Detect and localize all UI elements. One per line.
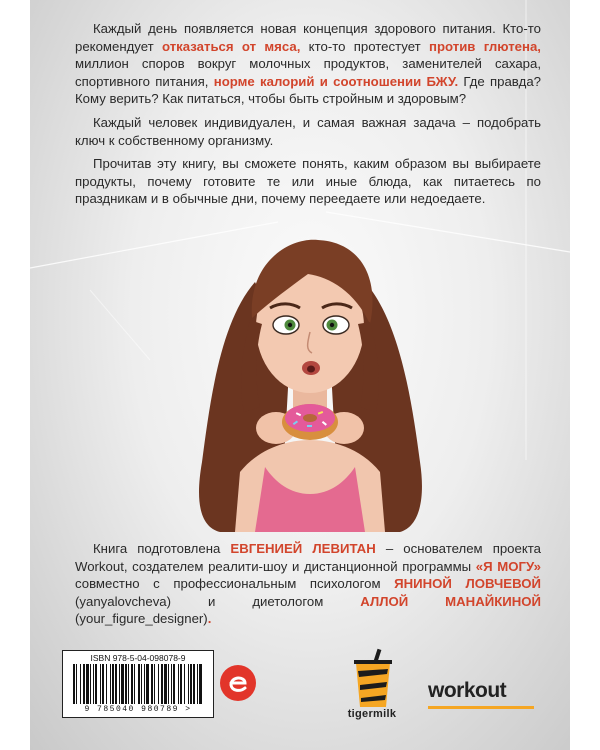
barcode-bar: [161, 664, 163, 704]
barcode-bar: [199, 664, 202, 704]
barcode-bar: [83, 664, 85, 704]
barcode-bar: [90, 664, 91, 704]
workout-logo-text: workout: [428, 679, 507, 702]
isbn-barcode-box: [62, 650, 214, 718]
barcode-bar: [106, 664, 107, 704]
barcode-bar: [164, 664, 167, 704]
book-back-cover: [30, 0, 570, 750]
barcode-bar: [128, 664, 129, 704]
credits-text: [75, 540, 541, 628]
barcode: [71, 664, 205, 704]
barcode-bar: [141, 664, 142, 704]
blurb-text: [75, 20, 541, 214]
barcode-bar: [112, 664, 114, 704]
barcode-bar: [171, 664, 172, 704]
barcode-bar: [134, 664, 135, 704]
program-name: «Я МОГУ»: [475, 558, 541, 574]
barcode-bar: [158, 664, 159, 704]
barcode-bar: [138, 664, 140, 704]
eksmo-logo-icon: [220, 665, 256, 701]
blurb-paragraph-2: Каждый человек индивидуален, и самая важная задача – подобрать ключ к собственному организму.: [75, 114, 541, 148]
tigermilk-logo-text: tigermilk: [347, 708, 397, 720]
blurb-paragraph-3: Прочитав эту книгу, вы сможете понять, каким образом вы выбираете продукты, почему готовите те или иные блюда, как питаетесь по праздникам и в обычные дни, почему переедаете или недоедаете.: [75, 156, 541, 207]
blurb-paragraph-1: Каждый день появляется новая концепция здорового питания. Кто-то рекомендует отказаться от мяса, кто-то протестует против глютена, миллион споров вокруг молочных продуктов, заменителей сахара, спортивного питания, норме калорий и соотношении БЖУ. Где правда? Кому верить? Как питаться, чтобы быть стройным и здоровым?: [75, 21, 542, 107]
barcode-bar: [197, 664, 198, 704]
barcode-bar: [115, 664, 117, 704]
barcode-bar: [121, 664, 124, 704]
barcode-bar: [119, 664, 120, 704]
barcode-bar: [144, 664, 145, 704]
barcode-bar: [93, 664, 94, 704]
barcode-bar: [151, 664, 153, 704]
workout-logo-underline: [428, 706, 534, 709]
barcode-bar: [188, 664, 189, 704]
highlight-calories: норме калорий и соотношении БЖУ.: [213, 73, 459, 89]
barcode-bar: [95, 664, 97, 704]
isbn-digits: 9 785040 980789 >: [84, 705, 192, 714]
barcode-bar: [102, 664, 104, 704]
credits-paragraph: Книга подготовлена ЕВГЕНИЕЙ ЛЕВИТАН – основателем проекта Workout, создателем реалити-шоу и дистанционной программы «Я МОГУ» совместно с профессиональным психологом ЯНИНОЙ ЛОВЧЕВОЙ (yanyalovcheva) и диетологом АЛЛОЙ МАНАЙКИНОЙ (your_figure_designer).: [75, 541, 541, 627]
barcode-bar: [168, 664, 169, 704]
barcode-bar: [193, 664, 195, 704]
barcode-bar: [80, 664, 81, 704]
barcode-bar: [180, 664, 182, 704]
barcode-bar: [73, 664, 75, 704]
barcode-bar: [110, 664, 111, 704]
barcode-bar: [154, 664, 155, 704]
barcode-bar: [184, 664, 185, 704]
barcode-bar: [125, 664, 127, 704]
barcode-bar: [86, 664, 89, 704]
author-name-manaykina: АЛЛОЙ МАНАЙКИНОЙ: [360, 593, 541, 609]
tigermilk-cup-icon: [342, 647, 404, 709]
barcode-bar: [178, 664, 179, 704]
barcode-bar: [190, 664, 192, 704]
barcode-bar: [100, 664, 101, 704]
woman-eating-donut-illustration: [180, 232, 440, 532]
author-name-levitan: ЕВГЕНИЕЙ ЛЕВИТАН: [230, 541, 376, 556]
highlight-no-meat: отказаться от мяса,: [162, 38, 301, 54]
author-name-lovcheva: ЯНИНОЙ ЛОВЧЕВОЙ: [394, 576, 541, 592]
barcode-bar: [173, 664, 175, 704]
highlight-gluten: против глютена,: [428, 38, 541, 54]
barcode-bar: [131, 664, 133, 704]
barcode-bar: [146, 664, 149, 704]
isbn-label: ISBN 978-5-04-098078-9: [90, 653, 186, 663]
barcode-bar: [76, 664, 77, 704]
